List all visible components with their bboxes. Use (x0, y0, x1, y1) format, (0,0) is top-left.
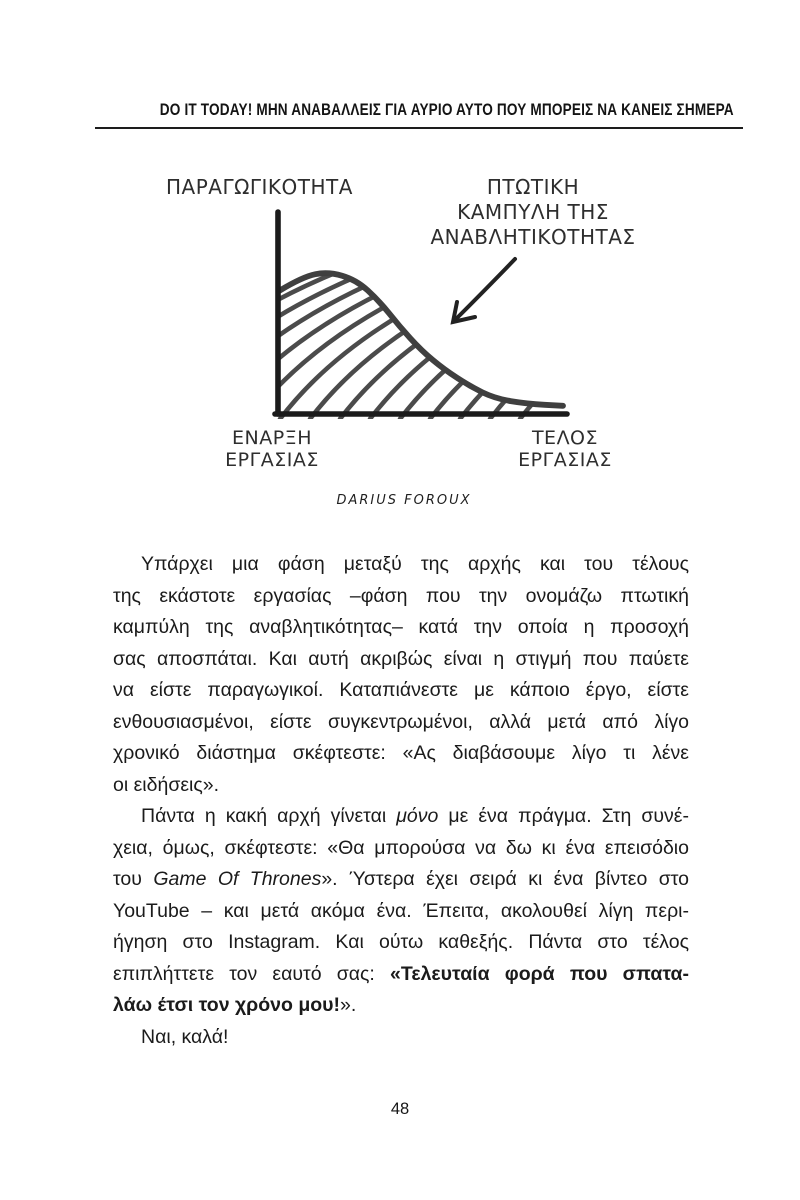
text-line (113, 990, 689, 1022)
curve-annotation-line: ΑΝΑΒΛΗΤΙΚΟΤΗΤΑΣ (430, 225, 636, 249)
y-axis-label: ΠΑΡΑΓΩΓΙΚΟΤΗΤΑ (166, 175, 353, 199)
text-run: επιπλήττετε τον εαυτό σας: (113, 962, 391, 985)
text-run: μόνο (396, 805, 439, 827)
text-run: χεια, όμως, σκέφτεστε: «Θα μπορούσα να δω κι ένα επεισόδιο (113, 836, 689, 859)
hatch-line (400, 231, 580, 419)
text-line (113, 896, 689, 928)
text-run: Υπάρχει μια φάση μεταξύ της αρχής και του τέλους (141, 553, 689, 575)
text-run: ». Ύστερα έχει σειρά κι ένα βίντεο στο (321, 868, 690, 890)
text-line (113, 549, 689, 581)
text-line (113, 833, 689, 865)
text-run: χρονικό διάστημα σκέφτεστε: «Ας διαβάσουμε λίγο τι λένε (113, 742, 689, 764)
text-line (113, 959, 689, 991)
hatch-fill (260, 231, 580, 419)
text-line (113, 1022, 689, 1054)
text-line (113, 927, 689, 959)
text-run: ήγηση στο Instagram. Και ούτω καθεξής. Πάντα στο τέλος (113, 931, 689, 953)
text-run: YouTube – και μετά ακόμα ένα. Έπειτα, ακολουθεί λίγη περι- (113, 899, 689, 922)
x-axis-end-label-line: ΕΡΓΑΣΙΑΣ (518, 449, 612, 471)
annotation-arrow (453, 259, 515, 322)
body-text (113, 549, 689, 1053)
text-run: οι ειδήσεις». (113, 773, 220, 796)
text-line (113, 644, 689, 676)
text-run: Ναι, καλά! (141, 1025, 229, 1048)
text-run: λάω έτσι τον χρόνο μου! (113, 994, 341, 1016)
hatch-line (340, 231, 580, 419)
hatch-line (260, 231, 580, 419)
header-rule (95, 127, 743, 129)
text-run: του (113, 868, 154, 890)
text-run: Πάντα η κακή αρχή γίνεται (141, 805, 397, 827)
curve-annotation-line: ΚΑΜΠΥΛΗ ΤΗΣ (457, 200, 609, 224)
text-line (113, 707, 689, 739)
text-line (113, 801, 689, 833)
hatch-line (260, 231, 460, 419)
x-axis-end-label (495, 427, 635, 471)
text-run: σας αποσπάται. Και αυτή ακριβώς είναι η στιγμή που παύετε (113, 647, 689, 670)
procrastination-curve-figure (150, 165, 680, 515)
x-axis-end-label-line: ΤΕΛΟΣ (531, 427, 599, 449)
text-run: Game Of Thrones (153, 868, 322, 890)
page-number: 48 (390, 1100, 410, 1118)
hatch-line (520, 231, 580, 419)
text-run: «Τελευταία φορά που σπατα- (390, 962, 689, 985)
hand-drawn-chart (260, 205, 580, 425)
text-line (113, 581, 689, 613)
text-run: να είστε παραγωγικοί. Καταπιάνεστε με κάποιο έργο, είστε (113, 679, 689, 701)
text-line (113, 864, 689, 896)
text-run: ». (340, 994, 357, 1016)
text-run: καμπύλη της αναβλητικότητας– κατά την οποία η προσοχή (113, 616, 689, 638)
text-line (113, 770, 689, 802)
text-run: ενθουσιασμένοι, είστε συγκεντρωμένοι, αλλά μετά από λίγο (113, 710, 689, 733)
text-run: της εκάστοτε εργασίας –φάση που την ονομάζω πτωτική (113, 584, 689, 607)
figure-credit: DARIUS FOROUX (336, 493, 472, 508)
text-line (113, 675, 689, 707)
x-axis-start-label-line: ΕΝΑΡΞΗ (232, 427, 312, 449)
running-header: DO IT TODAY! ΜΗΝ ΑΝΑΒΑΛΛΕΙΣ ΓΙΑ ΑΥΡΙΟ ΑΥΤΟ ΠΟΥ ΜΠΟΡΕΙΣ ΝΑ ΚΑΝΕΙΣ ΣΗΜΕΡΑ (159, 100, 734, 119)
text-run: με ένα πράγμα. Στη συνέ- (438, 805, 689, 827)
text-line (113, 738, 689, 770)
hatch-line (490, 231, 580, 419)
text-line (113, 612, 689, 644)
hatch-line (430, 231, 580, 419)
curve-annotation-line: ΠΤΩΤΙΚΗ (486, 175, 580, 199)
x-axis-start-label (202, 427, 342, 471)
x-axis-start-label-line: ΕΡΓΑΣΙΑΣ (225, 449, 319, 471)
